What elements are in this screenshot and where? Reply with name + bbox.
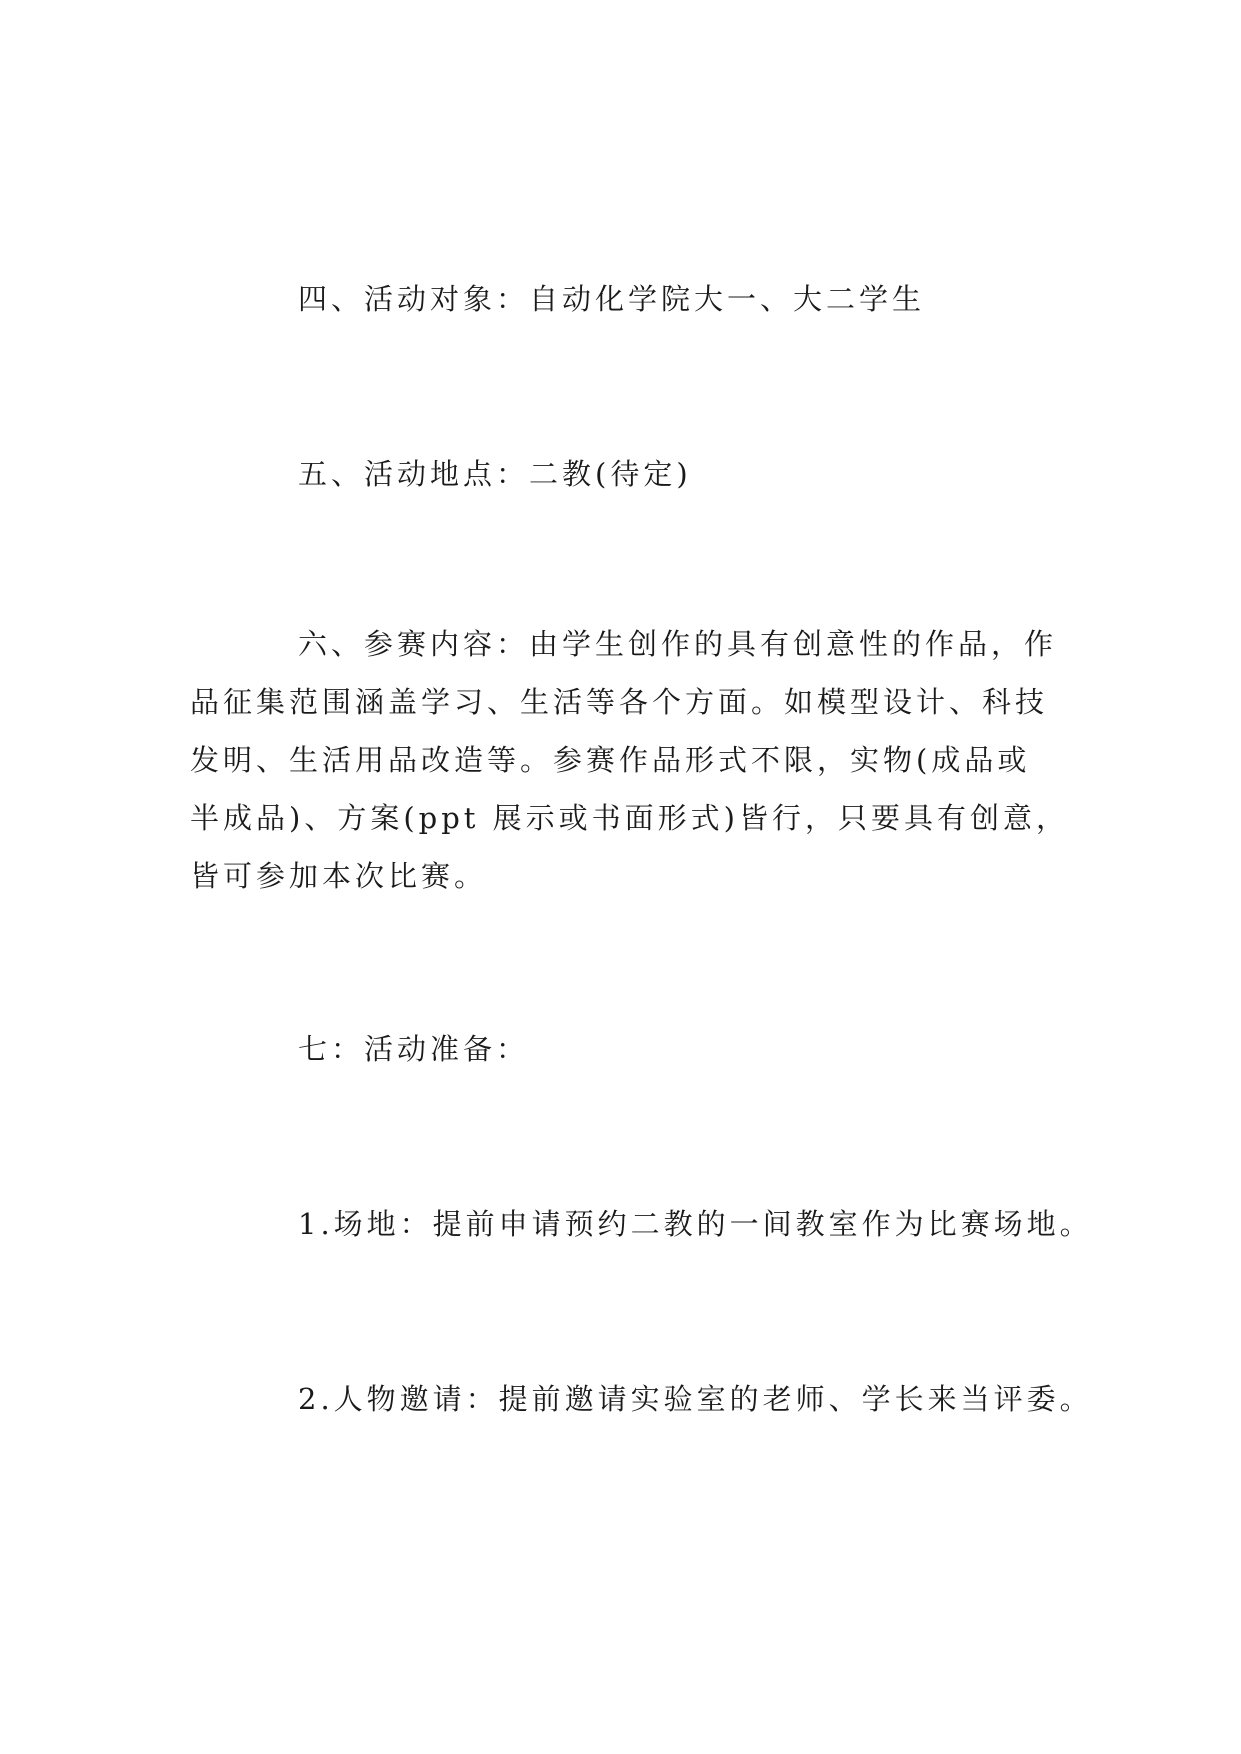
section-entry-content — [190, 615, 1070, 905]
section-activity-objects: 四、活动对象：自动化学院大一、大二学生 — [298, 282, 926, 316]
section-preparation-heading: 七：活动准备： — [298, 1032, 530, 1066]
paragraph-line: 半成品)、方案(ppt 展示或书面形式)皆行，只要具有创意， — [190, 801, 1069, 835]
paragraph-line: 品征集范围涵盖学习、生活等各个方面。如模型设计、科技 — [190, 685, 1049, 719]
paragraph-line: 六、参赛内容：由学生创作的具有创意性的作品，作 — [298, 627, 1058, 661]
paragraph-line: 发明、生活用品改造等。参赛作品形式不限，实物(成品或 — [190, 743, 1031, 777]
preparation-item-invitation: 2.人物邀请：提前邀请实验室的老师、学长来当评委。 — [298, 1382, 1093, 1416]
section-activity-venue: 五、活动地点：二教(待定) — [298, 457, 692, 491]
preparation-item-venue: 1.场地：提前申请预约二教的一间教室作为比赛场地。 — [298, 1207, 1093, 1241]
paragraph-line: 皆可参加本次比赛。 — [190, 859, 488, 893]
